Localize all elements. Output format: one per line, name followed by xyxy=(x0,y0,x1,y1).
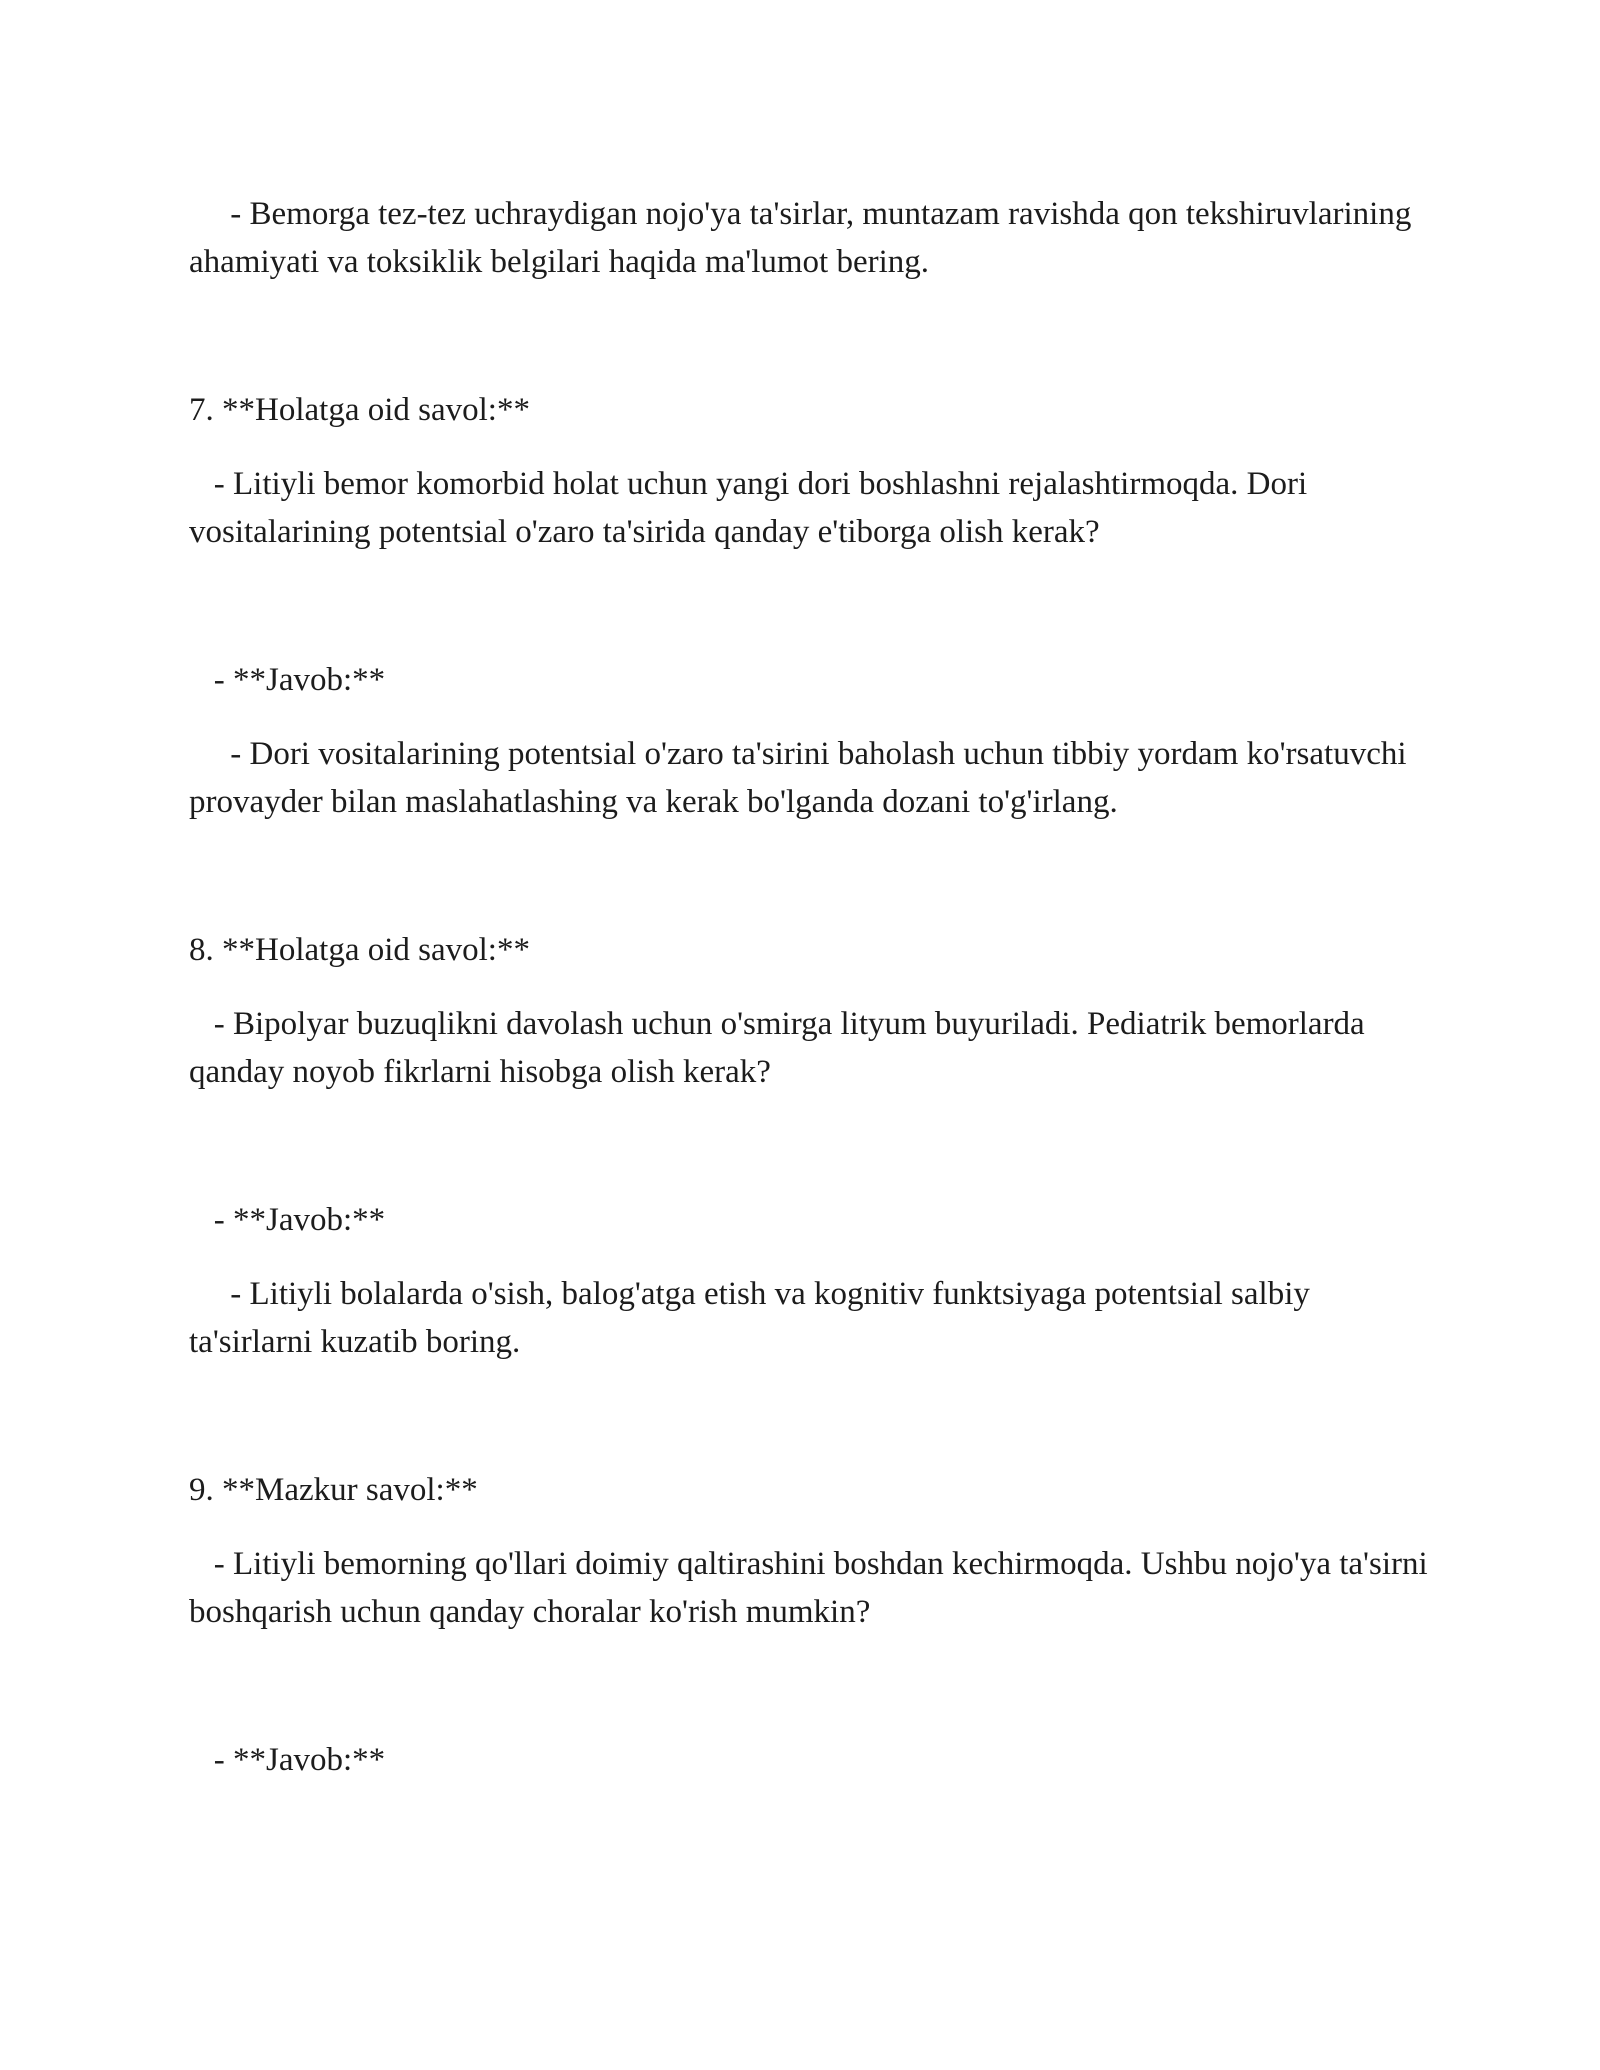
question-text-9: - Litiyli bemorning qo'llari doimiy qaltirashini boshdan kechirmoqda. Ushbu nojo'ya ta'sirni boshqarish uchun qanday choralar ko'rish mumkin? xyxy=(189,1546,1436,1630)
question-heading-7: 7. **Holatga oid savol:** xyxy=(189,392,530,428)
answer-heading-9: - **Javob:** xyxy=(189,1742,386,1778)
answer-text-8: - Litiyli bolalarda o'sish, balog'atga etish va kognitiv funktsiyaga potentsial salbiy ta'sirlarni kuzatib boring. xyxy=(189,1276,1319,1360)
question-text-7: - Litiyli bemor komorbid holat uchun yangi dori boshlashni rejalashtirmoqda. Dori vositalarining potentsial o'zaro ta'sirida qanday e'tiborga olish kerak? xyxy=(189,466,1316,550)
answer-heading-8: - **Javob:** xyxy=(189,1202,386,1238)
question-text-8: - Bipolyar buzuqlikni davolash uchun o'smirga lityum buyuriladi. Pediatrik bemorlarda qanday noyob fikrlarni hisobga olish kerak? xyxy=(189,1006,1373,1090)
answer-heading-7: - **Javob:** xyxy=(189,662,386,698)
answer-text-6: - Bemorga tez-tez uchraydigan nojo'ya ta'sirlar, muntazam ravishda qon tekshiruvlarining ahamiyati va toksiklik belgilari haqida ma'lumot bering. xyxy=(189,196,1420,280)
question-heading-8: 8. **Holatga oid savol:** xyxy=(189,932,530,968)
answer-text-7: - Dori vositalarining potentsial o'zaro ta'sirini baholash uchun tibbiy yordam ko'rsatuvchi provayder bilan maslahatlashing va kerak bo'lganda dozani to'g'irlang. xyxy=(189,736,1415,820)
question-heading-9: 9. **Mazkur savol:** xyxy=(189,1472,478,1508)
document-body xyxy=(189,190,1439,1784)
